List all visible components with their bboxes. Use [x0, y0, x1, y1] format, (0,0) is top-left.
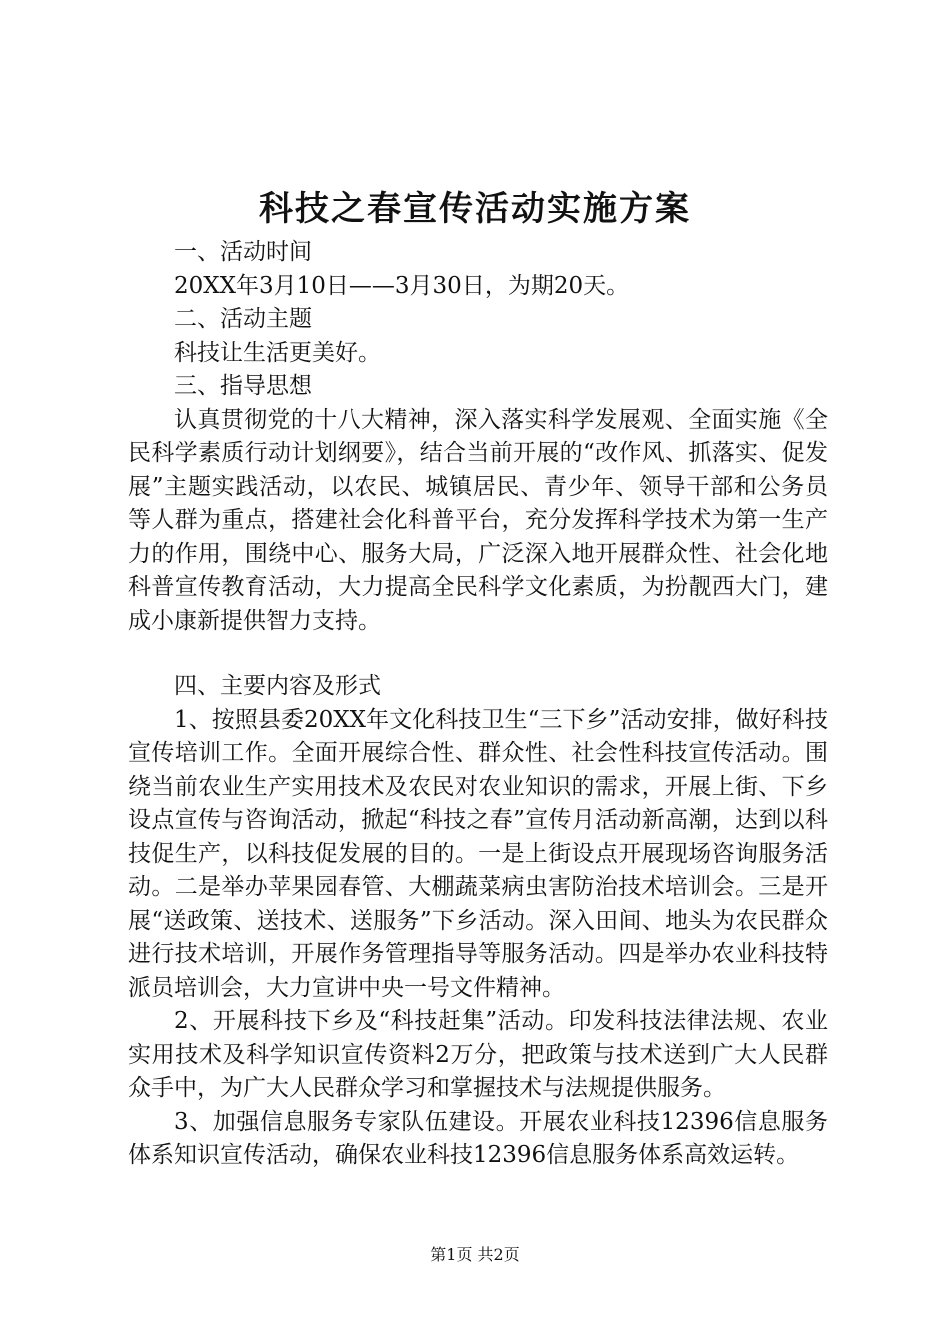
section-heading-time: 一、活动时间	[174, 239, 312, 265]
content-item-3: 3、加强信息服务专家队伍建设。开展农业科技12396信息服务体系知识宣传活动，确保农业科技12396信息服务体系高效运转。	[128, 1108, 828, 1168]
page-number-footer: 第1页 共2页	[430, 1245, 520, 1264]
content-item-1: 1、按照县委20XX年文化科技卫生“三下乡”活动安排，做好科技宣传培训工作。全面开展综合性、群众性、社会性科技宣传活动。围绕当前农业生产实用技术及农民对农业知识的需求，开展上街、下乡设点宣传与咨询活动，掀起“科技之春”宣传月活动新高潮，达到以科技促生产，以科技促发展的目的。一是上街设点开展现场咨询服务活动。二是举办苹果园春管、大棚蔬菜病虫害防治技术培训会。三是开展“送政策、送技术、送服务”下乡活动。深入田间、地头为农民群众进行技术培训，开展作务管理指导等服务活动。四是举办农业科技特派员培训会，大力宣讲中央一号文件精神。	[128, 706, 828, 1001]
document-title: 科技之春宣传活动实施方案	[259, 189, 691, 229]
document-body	[128, 236, 828, 1173]
section-heading-guiding-thought: 三、指导思想	[174, 373, 312, 399]
activity-theme-text: 科技让生活更美好。	[174, 339, 381, 366]
guiding-thought-text: 认真贯彻党的十八大精神，深入落实科学发展观、全面实施《全民科学素质行动计划纲要》，结合当前开展的“改作风、抓落实、促发展”主题实践活动，以农民、城镇居民、青少年、领导干部和公务员等人群为重点，搭建社会化科普平台，充分发挥科学技术为第一生产力的作用，围绕中心、服务大局，广泛深入地开展群众性、社会化地科普宣传教育活动，大力提高全民科学文化素质，为扮靓西大门，建成小康新提供智力支持。	[128, 406, 828, 634]
section-heading-theme: 二、活动主题	[174, 306, 312, 332]
content-item-2: 2、开展科技下乡及“科技赶集”活动。印发科技法律法规、农业实用技术及科学知识宣传资料2万分，把政策与技术送到广大人民群众手中，为广大人民群众学习和掌握技术与法规提供服务。	[128, 1008, 828, 1101]
section-heading-content: 四、主要内容及形式	[174, 673, 381, 699]
activity-time-text: 20XX年3月10日——3月30日，为期20天。	[174, 272, 630, 299]
